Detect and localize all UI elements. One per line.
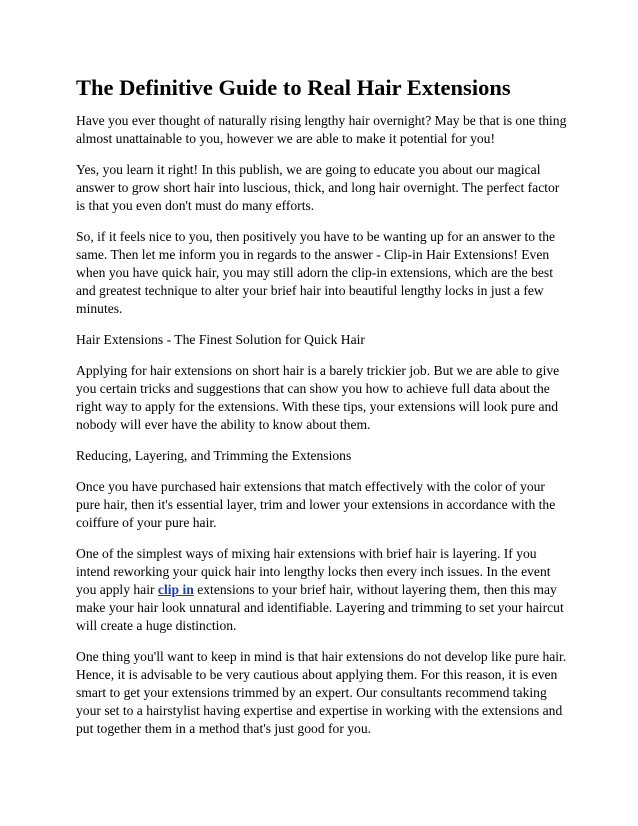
paragraph-intro: Have you ever thought of naturally rising lengthy hair overnight? May be that is one thing almost unattainable to you, however we are able to make it potential for you! bbox=[76, 113, 567, 146]
paragraph-purchased-extensions: Once you have purchased hair extensions that match effectively with the color of your pure hair, then it's essential layer, trim and lower your extensions in accordance with the coiffure of your pure hair. bbox=[76, 479, 556, 530]
paragraph-keep-in-mind: One thing you'll want to keep in mind is that hair extensions do not develop like pure hair. Hence, it is advisable to be very cautious about applying them. For this reason, it is even smart to get your extensions trimmed by an expert. Our consultants recommend taking your set to a hairstylist having expertise and expertise in working with the extensions and put together them in a method that's just good for you. bbox=[76, 649, 567, 736]
clip-in-link[interactable]: clip in bbox=[157, 582, 194, 597]
section-heading-finest-solution: Hair Extensions - The Finest Solution for Quick Hair bbox=[76, 332, 365, 347]
paragraph-layering-end: extensions to your brief hair, without layering them, then this may make your hair look unnatural and identifiable. Layering and trimming to set your haircut will create a huge distinction. bbox=[76, 582, 564, 633]
paragraph-layering bbox=[76, 545, 570, 635]
paragraph-applying-extensions: Applying for hair extensions on short hair is a barely trickier job. But we are able to give you certain tricks and suggestions that can show you how to achieve full data about the right way to apply for the extensions. With these tips, your extensions will look pure and nobody will ever have the ability to know about them. bbox=[76, 363, 560, 432]
paragraph-clip-in-answer: So, if it feels nice to you, then positively you have to be wanting up for an answer to the same. Then let me inform you in regards to the answer - Clip-in Hair Extensions! Even when you have quick hair, you may still adorn the clip-in extensions, which are the best and greatest technique to alter your brief hair into beautiful lengthy locks in just a few minutes. bbox=[76, 229, 556, 316]
section-heading-reducing-layering: Reducing, Layering, and Trimming the Extensions bbox=[76, 448, 352, 463]
paragraph-yes-you-learn: Yes, you learn it right! In this publish, we are going to educate you about our magical answer to grow short hair into luscious, thick, and long hair overnight. The perfect factor is that you even don't must do many efforts. bbox=[76, 162, 560, 213]
document-title: The Definitive Guide to Real Hair Extensions bbox=[76, 75, 511, 100]
document-page bbox=[76, 74, 570, 751]
paragraph-layering-start: One of the simplest ways of mixing hair extensions with brief hair is layering. If you intend reworking your quick hair into lengthy locks then every inch issues. In the event you apply hair bbox=[76, 546, 551, 597]
